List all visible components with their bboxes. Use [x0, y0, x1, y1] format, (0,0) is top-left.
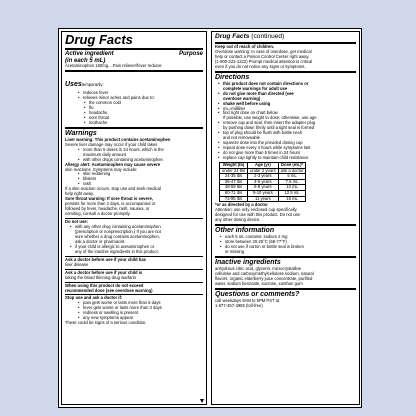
list-item: • more than 5 doses in 24 hours, which is the: [65, 148, 203, 153]
divider: [215, 256, 356, 258]
list-item: • relieves minor aches and pains due to:: [65, 96, 203, 101]
page-title: Drug Facts: [65, 32, 133, 47]
stop-use-heading: Stop use and ask a doctor if:: [65, 295, 123, 301]
allergy-alert: Allergy alert: Acetaminophen may cause severe: [65, 161, 161, 167]
right-column: [211, 31, 360, 405]
sore-throat-warning: Sore throat warning: If sore throat is severe,: [65, 196, 153, 202]
table-header: Weight (lb): [220, 163, 248, 169]
overdose-warning: even if you do not notice any signs or symptoms.: [215, 63, 306, 69]
attention-text: Attention: use only enclosed cup specifically: [215, 207, 297, 213]
inactive-heading: Inactive ingredients: [215, 258, 281, 266]
ask-doctor-heading: Ask a doctor before use if your child has: [65, 256, 146, 262]
table-cell: 2-3 years: [248, 174, 279, 180]
list-item: • any new symptoms appear: [65, 316, 203, 321]
list-item: • with any other drug containing acetaminophen: [65, 225, 203, 230]
list-item: • find right dose on chart below: [215, 111, 356, 116]
keep-out-text: Keep out of reach of children.: [215, 44, 275, 49]
sore-throat-warning: persists for more than 2 days, is accompanied or: [65, 201, 156, 207]
list-item: • repeat dose every 4 hours while symptoms last: [215, 146, 356, 151]
list-item: • squeeze dose into the provided dosing cup: [215, 141, 356, 146]
table-cell: 60-71 lbs: [220, 190, 248, 196]
list-item: • this product does not contain directions or: [215, 82, 356, 87]
dose-note: *or as directed by a doctor: [215, 202, 268, 208]
list-item: • skin reddening: [65, 172, 203, 177]
list-item: maximum daily amount: [83, 151, 127, 157]
allergy-after: If a skin reaction occurs, stop use and seek medical: [65, 186, 161, 192]
table-cell: 12.5 mL: [278, 190, 306, 196]
table-cell: 5 mL: [278, 174, 306, 180]
uses-intro: temporarily:: [81, 82, 104, 88]
list-item: • flu: [65, 106, 203, 111]
table-cell: under 2 years: [248, 168, 279, 174]
inactive-text: anhydrous citric acid, glycerin, microcrystalline: [215, 265, 302, 271]
table-header: Age (yr): [248, 163, 279, 169]
purpose-heading: Purpose: [178, 51, 203, 57]
list-item: • each 5 mL contains: sodium 2 mg: [215, 235, 356, 240]
liver-warning: Severe liver damage may occur if your child takes: [65, 141, 158, 147]
divider: [65, 127, 203, 129]
list-item: and not removeable: [223, 135, 261, 141]
list-item: • shake well before using: [215, 102, 356, 107]
list-item: overdose warning): [223, 95, 261, 101]
active-ingredient-sub: (in each 5 mL): [65, 57, 106, 64]
right-title-text: Drug Facts: [215, 33, 250, 40]
table-cell: 48-59 lbs: [220, 185, 248, 191]
table-cell: 72-95 lbs: [220, 196, 248, 202]
when-using-text: When using this product do not exceed: [65, 282, 144, 288]
uses-heading: Uses: [65, 81, 82, 89]
list-item: • do not use if carton or bottle seal is broken: [215, 245, 356, 250]
sore-throat-warning: followed by fever, headache, rash, nausea, or: [65, 206, 150, 212]
allergy-alert: skin reactions. Symptoms may include:: [65, 166, 138, 172]
list-item: • blisters: [65, 177, 203, 182]
inactive-text: water, sodium benzoate, sucrose, xanthan gum: [215, 280, 303, 286]
list-item: • with other drugs containing acetaminophen: [65, 158, 203, 163]
divider: [215, 71, 356, 73]
list-item: • replace cap tightly to maintain child resistance: [215, 156, 356, 161]
questions-text: 1-877-457-4955 (toll-free): [215, 302, 263, 308]
dose-table: [219, 162, 306, 202]
list-item: • do not give more than directed (see: [215, 92, 356, 97]
list-item: or missing: [225, 248, 245, 254]
table-cell: 11 years: [248, 196, 279, 202]
list-item: any of the inactive ingredients in this product.: [75, 248, 159, 254]
liver-warning: Liver warning: This product contains acetaminophen: [65, 136, 171, 142]
list-item: • fever gets worse or lasts more than 3 days: [65, 306, 203, 311]
overdose-warning: (1-800-222-1222) Prompt medical attention is critical: [215, 58, 313, 64]
table-cell: 24-35 lbs: [220, 174, 248, 180]
list-item: • sore throat: [65, 116, 203, 121]
list-item: • remove cap and seal, then insert the adapter plug: [215, 121, 356, 126]
allergy-after: help right away.: [65, 191, 95, 197]
list-item: • the common cold: [65, 101, 203, 106]
questions-heading: Questions or comments?: [215, 290, 300, 298]
drug-facts-label: [58, 28, 362, 408]
list-item: sure whether a drug contains acetaminophen,: [75, 233, 160, 239]
list-item: • rash: [65, 182, 203, 187]
list-item: • top of plug should be flush with bottle neck: [215, 131, 356, 136]
table-cell: under 24 lbs: [220, 168, 248, 174]
warnings-heading: Warnings: [65, 129, 97, 137]
continue-arrow-icon: [200, 399, 204, 403]
active-ingredient-line: Acetaminophen 160mg....Pain reliever/fever reducer: [65, 63, 162, 69]
table-cell: 7.5 mL: [278, 179, 306, 185]
ask-doctor-text: liver disease: [65, 261, 89, 267]
overdose-warning: help or contact a Poison Control Center right away.: [215, 53, 310, 59]
ask-doctor-text: taking the blood thinning drug warfarin: [65, 274, 137, 280]
list-item: • pain gets worse or lasts more than 5 days: [65, 301, 203, 306]
table-cell: 10 mL: [278, 185, 306, 191]
attention-text: any other dosing device.: [215, 217, 261, 223]
list-item: • headache: [65, 111, 203, 116]
list-item: • reduces fever: [65, 91, 203, 96]
divider: [65, 70, 203, 72]
table-header: Dose (mL)*: [278, 163, 306, 169]
list-item: • toothache: [65, 121, 203, 126]
table-cell: 9-10 years: [248, 190, 279, 196]
overdose-warning: Overdose warning: In case of overdose, get medical: [215, 48, 312, 54]
questions-text: call weekdays 9AM to 5PM PST at: [215, 297, 280, 303]
table-row: [220, 196, 306, 202]
table-cell: 4-5 years: [248, 179, 279, 185]
stop-use-after: These could be signs of a serious condition.: [65, 320, 147, 326]
right-title: [215, 33, 356, 41]
directions-heading: Directions: [215, 73, 250, 81]
list-item: • if your child is allergic to acetaminophen or: [65, 245, 203, 250]
attention-text: designed for use with this product. Do not use: [215, 212, 300, 218]
divider: [215, 288, 356, 290]
left-column: [61, 31, 207, 405]
do-not-use-heading: Do not use:: [65, 219, 89, 225]
active-ingredient-heading: Active ingredient: [65, 51, 114, 57]
ask-doctor-heading: Ask a doctor before use if your child is: [65, 269, 143, 275]
sore-throat-warning: vomiting, consult a doctor promptly.: [65, 211, 131, 217]
table-cell: ask a doctor: [278, 168, 306, 174]
list-item: ask a doctor or pharmacist.: [75, 238, 126, 244]
inactive-text: flavors, organic elderberry juice concentrate, purified: [215, 275, 313, 281]
other-info-heading: Other information: [215, 226, 275, 234]
list-item: • redness or swelling is present: [65, 311, 203, 316]
right-title-cont: (continued): [251, 33, 285, 40]
list-item: • mL=milliliter: [215, 107, 356, 112]
table-cell: 6-8 years: [248, 185, 279, 191]
list-item: • store between 20-25°C (68-77°F): [215, 240, 356, 245]
table-cell: 36-47 lbs: [220, 179, 248, 185]
divider: [65, 48, 203, 50]
list-item: by pushing down firmly until a tight seal is formed: [223, 125, 315, 131]
list-item: complete warnings for adult use: [223, 85, 288, 91]
list-item: If possible, use weight to dose; otherwise, use age: [223, 115, 317, 121]
list-item: (prescription or nonprescription.) If you are not: [75, 228, 161, 234]
table-cell: 15 mL: [278, 196, 306, 202]
when-using-text: recommended dose (see overdose warning): [65, 287, 153, 293]
divider: [215, 224, 356, 226]
list-item: • do not give more than 5 times in 24 hours: [215, 151, 356, 156]
inactive-text: cellulose and carboxymethylcellulose sodium, natural: [215, 270, 314, 276]
